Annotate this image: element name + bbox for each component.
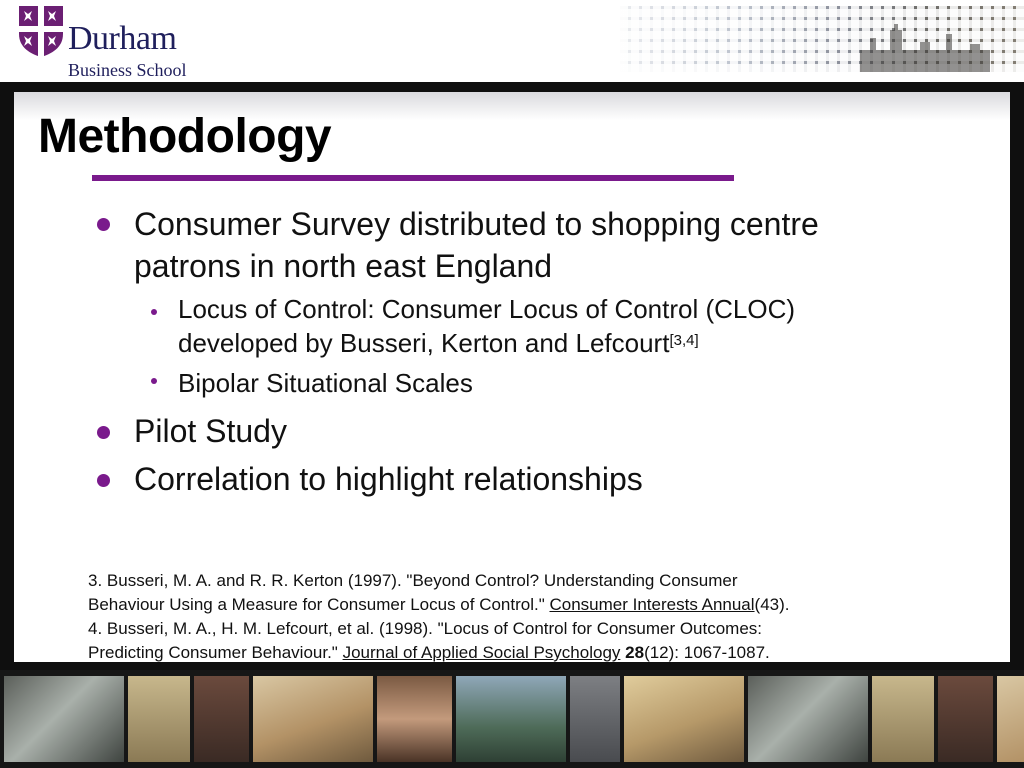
bullet-dot-icon xyxy=(97,474,110,487)
footer-photo-person xyxy=(194,676,249,762)
bullet-correlation: Correlation to highlight relationships xyxy=(134,461,643,497)
sub-bullet-locus-of-control xyxy=(178,292,795,360)
brand-subtitle: Business School xyxy=(68,60,187,80)
reference-text: Predicting Consumer Behaviour." xyxy=(88,643,343,662)
sub-bullet-dot-icon xyxy=(151,378,157,384)
references xyxy=(88,569,790,665)
reference-text: (43). xyxy=(754,595,790,614)
reference-3-line1: 3. Busseri, M. A. and R. R. Kerton (1997). "Beyond Control? Understanding Consumer xyxy=(88,571,738,590)
journal-title: Consumer Interests Annual xyxy=(549,595,755,614)
footer-photo-strip xyxy=(0,670,1024,768)
header xyxy=(0,0,1024,82)
bullet-dot-icon xyxy=(97,426,110,439)
footer-photo-study xyxy=(253,676,373,762)
footer-photo-desk xyxy=(624,676,744,762)
footer-photo-campus xyxy=(456,676,566,762)
footer-photo-building xyxy=(4,676,124,762)
journal-volume: 28 xyxy=(625,643,645,662)
journal-title: Journal of Applied Social Psychology xyxy=(342,643,621,662)
sub-bullet-line xyxy=(178,326,795,360)
reference-4-line1: 4. Busseri, M. A., H. M. Lefcourt, et al. (1998). "Locus of Control for Consumer Outcomes: xyxy=(88,619,763,638)
reference-3-line2 xyxy=(88,593,790,617)
footer-photo-computer xyxy=(128,676,190,762)
reference-text: (12): 1067-1087. xyxy=(644,643,770,662)
footer-photo-library xyxy=(570,676,620,762)
bullet-consumer-survey xyxy=(134,203,819,287)
sub-bullet-bipolar-scales: Bipolar Situational Scales xyxy=(178,368,473,398)
bullet-pilot-study: Pilot Study xyxy=(134,413,287,449)
cathedral-silhouette-icon xyxy=(860,20,990,72)
sub-bullet-line: Locus of Control: Consumer Locus of Control (CLOC) xyxy=(178,294,796,324)
footer-photo-study xyxy=(997,676,1024,762)
bullet-line: Consumer Survey distributed to shopping centre xyxy=(134,206,819,242)
footer-photo-building xyxy=(748,676,868,762)
reference-text: Behaviour Using a Measure for Consumer Locus of Control." xyxy=(88,595,550,614)
sub-bullet-dot-icon xyxy=(151,309,157,315)
bullet-line: patrons in north east England xyxy=(134,248,553,284)
sub-bullet-line-text: developed by Busseri, Kerton and Lefcourt xyxy=(178,328,670,358)
title-underline xyxy=(92,175,734,181)
reference-4-line2 xyxy=(88,641,790,665)
brand-name: Durham xyxy=(68,20,177,57)
citation-superscript: [3,4] xyxy=(669,332,699,349)
slide-title: Methodology xyxy=(38,110,332,163)
footer-photo-computer xyxy=(872,676,934,762)
footer-photo-student xyxy=(377,676,452,762)
footer-photo-person xyxy=(938,676,993,762)
durham-crest-icon xyxy=(17,4,65,58)
header-cathedral-image xyxy=(620,6,1024,72)
bullet-dot-icon xyxy=(97,218,110,231)
